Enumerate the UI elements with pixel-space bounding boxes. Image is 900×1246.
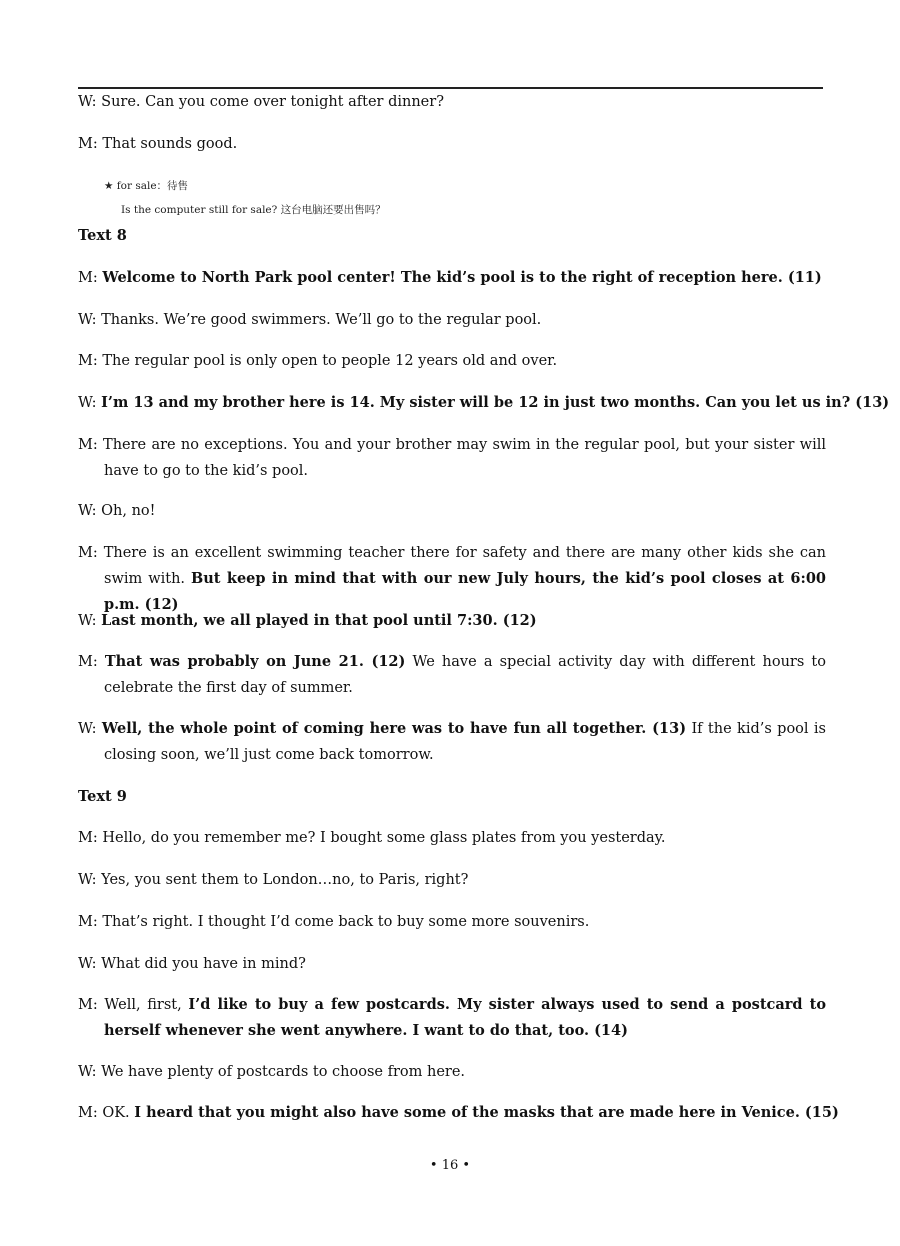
section-heading: Text 9 [78, 788, 127, 805]
dialogue-line: M: Welcome to North Park pool center! The kid’s pool is to the right of reception here. (11) [78, 269, 822, 286]
dialogue-line: W: Sure. Can you come over tonight after dinner? [78, 94, 444, 110]
vocab-note: ★ for sale：待售 [104, 180, 189, 192]
dialogue-line: W: What did you have in mind? [78, 956, 306, 972]
dialogue-line: W: Last month, we all played in that pool until 7:30. (12) [78, 612, 537, 629]
vocab-example: Is the computer still for sale? 这台电脑还要出售吗？ [121, 204, 386, 216]
dialogue-line: M: Hello, do you remember me? I bought some glass plates from you yesterday. [78, 830, 666, 846]
dialogue-line: M: That’s right. I thought I’d come back to buy some more souvenirs. [78, 914, 590, 930]
dialogue-line: M: That sounds good. [78, 136, 238, 152]
dialogue-line: W: Well, the whole point of coming here was to have fun all together. (13) If the kid’s pool is closing soon, we’ll just come back tomorrow. [78, 720, 826, 763]
dialogue-line: M: Well, first, I’d like to buy a few postcards. My sister always used to send a postcard to herself whenever she went anywhere. I want to do that, too. (14) [78, 996, 826, 1039]
dialogue-line: M: There is an excellent swimming teacher there for safety and there are many other kids she can swim with. But keep in mind that with our new July hours, the kid’s pool closes at 6:00 p.m. (12) [78, 545, 826, 613]
dialogue-line: M: The regular pool is only open to people 12 years old and over. [78, 353, 558, 369]
dialogue-line: W: Yes, you sent them to London…no, to Paris, right? [78, 872, 469, 888]
dialogue-line: W: I’m 13 and my brother here is 14. My sister will be 12 in just two months. Can you let us in? (13) [78, 394, 890, 411]
dialogue-line: W: We have plenty of postcards to choose from here. [78, 1064, 466, 1080]
dialogue-line: M: There are no exceptions. You and your brother may swim in the regular pool, but your sister will have to go to the kid’s pool. [78, 437, 826, 479]
dialogue-line: M: That was probably on June 21. (12) We have a special activity day with different hours to celebrate the first day of summer. [78, 653, 826, 696]
page-number: • 16 • [429, 1158, 471, 1173]
dialogue-line: W: Oh, no! [78, 503, 156, 519]
section-heading: Text 8 [78, 227, 127, 244]
dialogue-line: W: Thanks. We’re good swimmers. We’ll go to the regular pool. [78, 312, 542, 328]
dialogue-line: M: OK. I heard that you might also have some of the masks that are made here in Venice. (15) [78, 1104, 839, 1121]
